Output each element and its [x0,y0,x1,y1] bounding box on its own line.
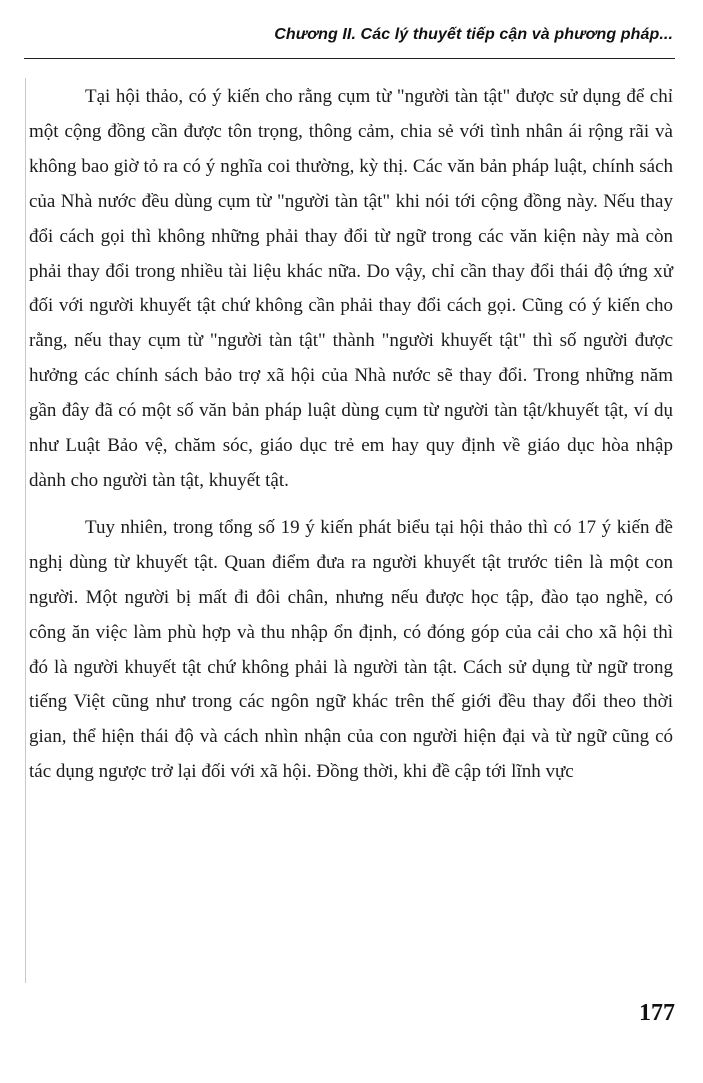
header-rule [24,58,675,59]
scan-edge-line [25,78,26,983]
page-number: 177 [639,1000,675,1026]
body-text [29,80,673,790]
paragraph: Tại hội thảo, có ý kiến cho rằng cụm từ "người tàn tật" được sử dụng để chỉ một cộng đồng cần được tôn trọng, thông cảm, chia sẻ với tình nhân ái rộng rãi và không bao giờ tỏ ra có ý nghĩa coi thường, kỳ thị. Các văn bản pháp luật, chính sách của Nhà nước đều dùng cụm từ "người tàn tật" khi nói tới cộng đồng này. Nếu thay đổi cách gọi thì không những phải thay đổi từ ngữ trong các văn kiện này mà còn phải thay đổi trong nhiều tài liệu khác nữa. Do vậy, chỉ cần thay đổi thái độ ứng xử đối với người khuyết tật chứ không cần phải thay đổi cách gọi. Cũng có ý kiến cho rằng, nếu thay cụm từ "người tàn tật" thành "người khuyết tật" thì số người được hưởng các chính sách bảo trợ xã hội của Nhà nước sẽ thay đổi. Trong những năm gần đây đã có một số văn bản pháp luật dùng cụm từ người tàn tật/khuyết tật, ví dụ như Luật Bảo vệ, chăm sóc, giáo dục trẻ em hay quy định về giáo dục hòa nhập dành cho người tàn tật, khuyết tật. [29,86,673,491]
running-header: Chương II. Các lý thuyết tiếp cận và phương pháp... [274,26,673,43]
paragraph: Tuy nhiên, trong tổng số 19 ý kiến phát biểu tại hội thảo thì có 17 ý kiến đề nghị dùng từ khuyết tật. Quan điểm đưa ra người khuyết tật trước tiên là một con người. Một người bị mất đi đôi chân, nhưng nếu được học tập, đào tạo nghề, có công ăn việc làm phù hợp và thu nhập ổn định, có đóng góp của cải cho xã hội thì đó là người khuyết tật chứ không phải là người tàn tật. Cách sử dụng từ ngữ trong tiếng Việt cũng như trong các ngôn ngữ khác trên thế giới đều thay đổi theo thời gian, thể hiện thái độ và cách nhìn nhận của con người hiện đại và từ ngữ cũng có tác dụng ngược trở lại đối với xã hội. Đồng thời, khi đề cập tới lĩnh vực [29,516,673,783]
